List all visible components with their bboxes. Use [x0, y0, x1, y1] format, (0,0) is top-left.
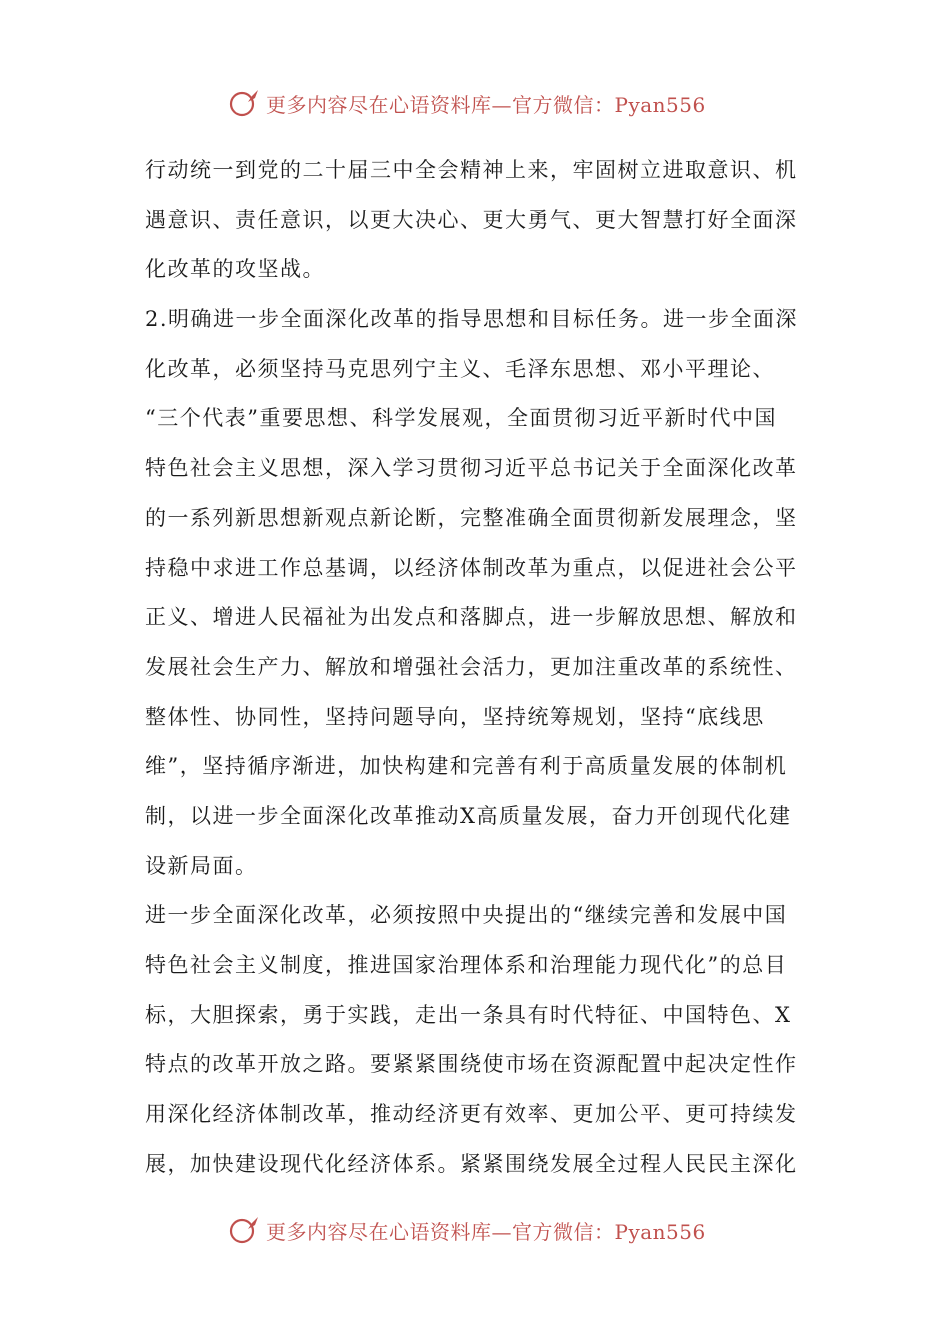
- body-line: 展，加快建设现代化经济体系。紧紧围绕发展全过程人民民主深化: [145, 1151, 798, 1176]
- footer-banner: [228, 1210, 748, 1250]
- document-body: [145, 146, 815, 1189]
- body-line: 设新局面。: [145, 853, 258, 878]
- body-line: 进一步全面深化改革，必须按照中央提出的“继续完善和发展中国: [145, 903, 788, 928]
- header-banner-text: 更多内容尽在心语资料库—官方微信：Pyan556: [266, 92, 706, 117]
- quill-pen-logo-icon: [228, 1213, 262, 1247]
- body-line: “三个代表”重要思想、科学发展观，全面贯彻习近平新时代中国: [145, 406, 777, 431]
- body-line: 化改革的攻坚战。: [145, 257, 325, 282]
- body-line: 发展社会生产力、解放和增强社会活力，更加注重改革的系统性、: [145, 654, 798, 679]
- body-line: 整体性、协同性，坚持问题导向，坚持统筹规划，坚持“底线思: [145, 704, 765, 729]
- body-line: 维”，坚持循序渐进，加快构建和完善有利于高质量发展的体制机: [145, 754, 788, 779]
- body-line: 制，以进一步全面深化改革推动X高质量发展，奋力开创现代化建: [145, 803, 792, 828]
- header-banner: [228, 83, 748, 123]
- body-line: 2.明确进一步全面深化改革的指导思想和目标任务。进一步全面深: [145, 307, 799, 332]
- quill-pen-logo-icon: [228, 86, 262, 120]
- body-line: 的一系列新思想新观点新论断，完整准确全面贯彻新发展理念，坚: [145, 505, 798, 530]
- body-line: 特色社会主义思想，深入学习贯彻习近平总书记关于全面深化改革: [145, 456, 798, 481]
- body-line: 特色社会主义制度，推进国家治理体系和治理能力现代化”的总目: [145, 953, 788, 977]
- footer-banner-text: 更多内容尽在心语资料库—官方微信：Pyan556: [266, 1219, 706, 1244]
- body-line: 用深化经济体制改革，推动经济更有效率、更加公平、更可持续发: [145, 1102, 798, 1127]
- body-line: 持稳中求进工作总基调，以经济体制改革为重点，以促进社会公平: [145, 555, 798, 580]
- body-line: 特点的改革开放之路。要紧紧围绕使市场在资源配置中起决定性作: [145, 1052, 798, 1077]
- body-line: 化改革，必须坚持马克思列宁主义、毛泽东思想、邓小平理论、: [145, 356, 775, 381]
- body-line: 标，大胆探索，勇于实践，走出一条具有时代特征、中国特色、X: [145, 1002, 792, 1027]
- body-line: 遇意识、责任意识，以更大决心、更大勇气、更大智慧打好全面深: [145, 207, 798, 232]
- body-line: 行动统一到党的二十届三中全会精神上来，牢固树立进取意识、机: [145, 158, 798, 182]
- body-line: 正义、增进人民福祉为出发点和落脚点，进一步解放思想、解放和: [145, 605, 798, 630]
